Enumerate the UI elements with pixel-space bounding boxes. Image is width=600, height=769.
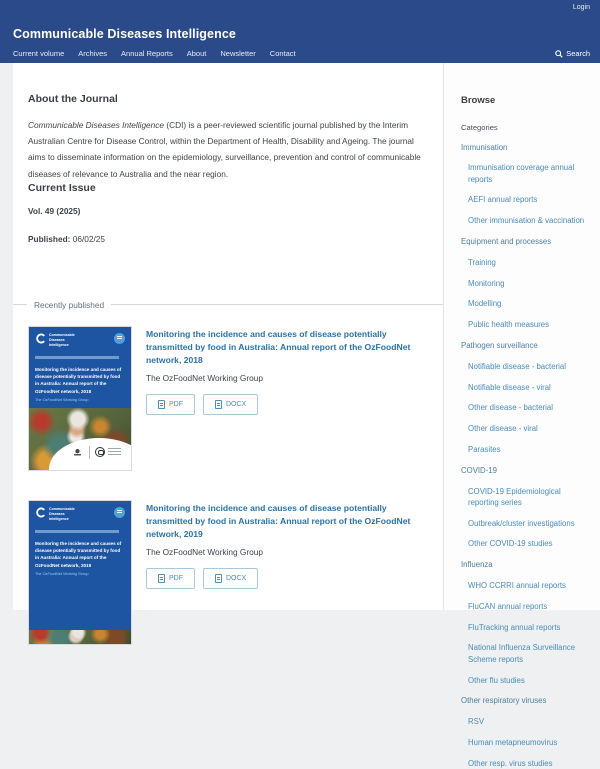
about-heading: About the Journal xyxy=(28,93,428,105)
nav-item-current-volume[interactable]: Current volume xyxy=(13,49,64,58)
published-date: 06/02/25 xyxy=(73,234,105,244)
cdi-logo-icon xyxy=(35,333,46,344)
article-title-link[interactable]: Monitoring the incidence and causes of disease potentially transmitted by food in Australia: Annual report of the OzFoodNet network, 2018 xyxy=(146,328,428,368)
sidebar xyxy=(443,63,600,610)
main-content xyxy=(13,63,443,610)
login-link[interactable]: Login xyxy=(573,4,590,11)
australian-government-crest-icon xyxy=(73,448,82,457)
pdf-button[interactable] xyxy=(146,394,195,415)
category-item-flutracking-annual-reports[interactable]: FluTracking annual reports xyxy=(461,622,586,633)
category-item-pathogen-surveillance[interactable]: Pathogen surveillance xyxy=(461,340,586,351)
category-item-national-influenza-surveillance-scheme-reports[interactable]: National Influenza Surveillance Scheme reports xyxy=(461,642,586,665)
cover-wave xyxy=(49,438,132,471)
docx-file-icon xyxy=(215,574,222,583)
category-item-covid-19-epidemiological-reporting-series[interactable]: COVID-19 Epidemiological reporting series xyxy=(461,486,586,509)
recently-published-label: Recently published xyxy=(34,300,104,310)
cover-photo xyxy=(29,408,131,470)
categories-label: Categories xyxy=(461,123,586,132)
cover-header xyxy=(29,501,131,523)
cdi-logo-icon xyxy=(35,507,46,518)
search-button[interactable] xyxy=(555,49,590,58)
category-item-aefi-annual-reports[interactable]: AEFI annual reports xyxy=(461,194,586,205)
nav-item-newsletter[interactable]: Newsletter xyxy=(220,49,255,58)
pdf-button-label: PDF xyxy=(169,575,183,582)
category-item-parasites[interactable]: Parasites xyxy=(461,444,586,455)
cover-header xyxy=(29,327,131,349)
cover-photo xyxy=(29,630,131,644)
search-icon xyxy=(555,50,563,58)
category-item-who-ccrri-annual-reports[interactable]: WHO CCRRI annual reports xyxy=(461,580,586,591)
logo-text-lines xyxy=(108,448,121,456)
page-body xyxy=(13,63,600,610)
search-label: Search xyxy=(566,49,590,58)
category-item-flucan-annual-reports[interactable]: FluCAN annual reports xyxy=(461,601,586,612)
category-item-other-flu-studies[interactable]: Other flu studies xyxy=(461,675,586,686)
article-authors: The OzFoodNet Working Group xyxy=(146,547,428,557)
recently-published-divider xyxy=(13,300,443,310)
category-item-other-respiratory-viruses[interactable]: Other respiratory viruses xyxy=(461,695,586,706)
galley-buttons xyxy=(146,394,428,415)
category-item-covid-19[interactable]: COVID-19 xyxy=(461,465,586,476)
cover-title: Monitoring the incidence and causes of disease potentially transmitted by food in Australia: Annual report of the OzFoodNet network, 2018 xyxy=(35,366,125,395)
nav-item-contact[interactable]: Contact xyxy=(270,49,296,58)
cover-title: Monitoring the incidence and causes of disease potentially transmitted by food in Australia: Annual report of the OzFoodNet network, 2019 xyxy=(35,540,125,569)
nav-item-archives[interactable]: Archives xyxy=(78,49,107,58)
article-title-link[interactable]: Monitoring the incidence and causes of disease potentially transmitted by food in Australia: Annual report of the OzFoodNet network, 2019 xyxy=(146,502,428,542)
category-item-public-health-measures[interactable]: Public health measures xyxy=(461,319,586,330)
main-nav xyxy=(13,49,296,58)
cover-citation-bar xyxy=(35,356,119,359)
cover-citation-bar xyxy=(35,530,119,533)
category-item-human-metapneumovirus[interactable]: Human metapneumovirus xyxy=(461,737,586,748)
about-description: (CDI) is a peer-reviewed scientific journal published by the Interim Australian Centre for Disease Control, within the Department of Health, Disability and Ageing. The journal aims to disseminate information on the epidemiology, surveillance, prevention and control of communicable diseases of relevance to Australia and the near region. xyxy=(28,120,421,179)
category-item-immunisation[interactable]: Immunisation xyxy=(461,142,586,153)
divider-line xyxy=(111,304,443,305)
docx-button[interactable] xyxy=(203,568,258,589)
article-info xyxy=(146,326,428,471)
galley-buttons xyxy=(146,568,428,589)
pdf-button[interactable] xyxy=(146,568,195,589)
category-item-other-disease-bacterial[interactable]: Other disease - bacterial xyxy=(461,402,586,413)
journal-name-italic: Communicable Diseases Intelligence xyxy=(28,120,164,130)
category-item-monitoring[interactable]: Monitoring xyxy=(461,278,586,289)
logo-separator xyxy=(89,446,90,459)
category-item-other-disease-viral[interactable]: Other disease - viral xyxy=(461,423,586,434)
category-item-immunisation-coverage-annual-reports[interactable]: Immunisation coverage annual reports xyxy=(461,162,586,185)
browse-heading: Browse xyxy=(461,95,586,106)
category-item-modelling[interactable]: Modelling xyxy=(461,298,586,309)
cover-badge-icon xyxy=(114,507,125,518)
published-label: Published: xyxy=(28,234,70,244)
article-item xyxy=(28,500,428,645)
cover-author: The OzFoodNet Working Group xyxy=(35,398,125,402)
category-item-other-covid-19-studies[interactable]: Other COVID-19 studies xyxy=(461,538,586,549)
cover-journal-name: Communicable Diseases Intelligence xyxy=(49,333,75,349)
current-issue-volume: Vol. 49 (2025) xyxy=(28,206,428,216)
category-item-rsv[interactable]: RSV xyxy=(461,716,586,727)
current-issue-heading: Current Issue xyxy=(28,182,428,194)
docx-button-label: DOCX xyxy=(226,575,246,582)
category-list xyxy=(461,142,586,769)
site-header xyxy=(0,0,600,63)
pdf-file-icon xyxy=(158,574,165,583)
article-info xyxy=(146,500,428,645)
about-paragraph xyxy=(28,117,428,182)
category-item-influenza[interactable]: Influenza xyxy=(461,559,586,570)
pdf-file-icon xyxy=(158,400,165,409)
cover-author: The OzFoodNet Working Group xyxy=(35,572,125,576)
article-cover-thumbnail[interactable] xyxy=(28,500,132,645)
nav-item-about[interactable]: About xyxy=(187,49,207,58)
nav-item-annual-reports[interactable]: Annual Reports xyxy=(121,49,173,58)
article-item xyxy=(28,326,428,471)
docx-file-icon xyxy=(215,400,222,409)
docx-button-label: DOCX xyxy=(226,401,246,408)
divider-line xyxy=(13,304,27,305)
article-cover-thumbnail[interactable] xyxy=(28,326,132,471)
category-item-equipment-and-processes[interactable]: Equipment and processes xyxy=(461,236,586,247)
docx-button[interactable] xyxy=(203,394,258,415)
site-title[interactable]: Communicable Diseases Intelligence xyxy=(13,27,236,41)
cover-badge-icon xyxy=(114,333,125,344)
category-item-notifiable-disease-bacterial[interactable]: Notifiable disease - bacterial xyxy=(461,361,586,372)
category-item-other-resp-virus-studies[interactable]: Other resp. virus studies xyxy=(461,758,586,769)
category-item-notifiable-disease-viral[interactable]: Notifiable disease - viral xyxy=(461,382,586,393)
category-item-training[interactable]: Training xyxy=(461,257,586,268)
category-item-other-immunisation-vaccination[interactable]: Other immunisation & vaccination xyxy=(461,215,586,226)
cover-journal-name: Communicable Diseases Intelligence xyxy=(49,507,75,523)
article-authors: The OzFoodNet Working Group xyxy=(146,373,428,383)
category-item-outbreak-cluster-investigations[interactable]: Outbreak/cluster investigations xyxy=(461,518,586,529)
pdf-button-label: PDF xyxy=(169,401,183,408)
published-line xyxy=(28,234,428,244)
interim-cdc-roundel-icon xyxy=(95,447,105,457)
